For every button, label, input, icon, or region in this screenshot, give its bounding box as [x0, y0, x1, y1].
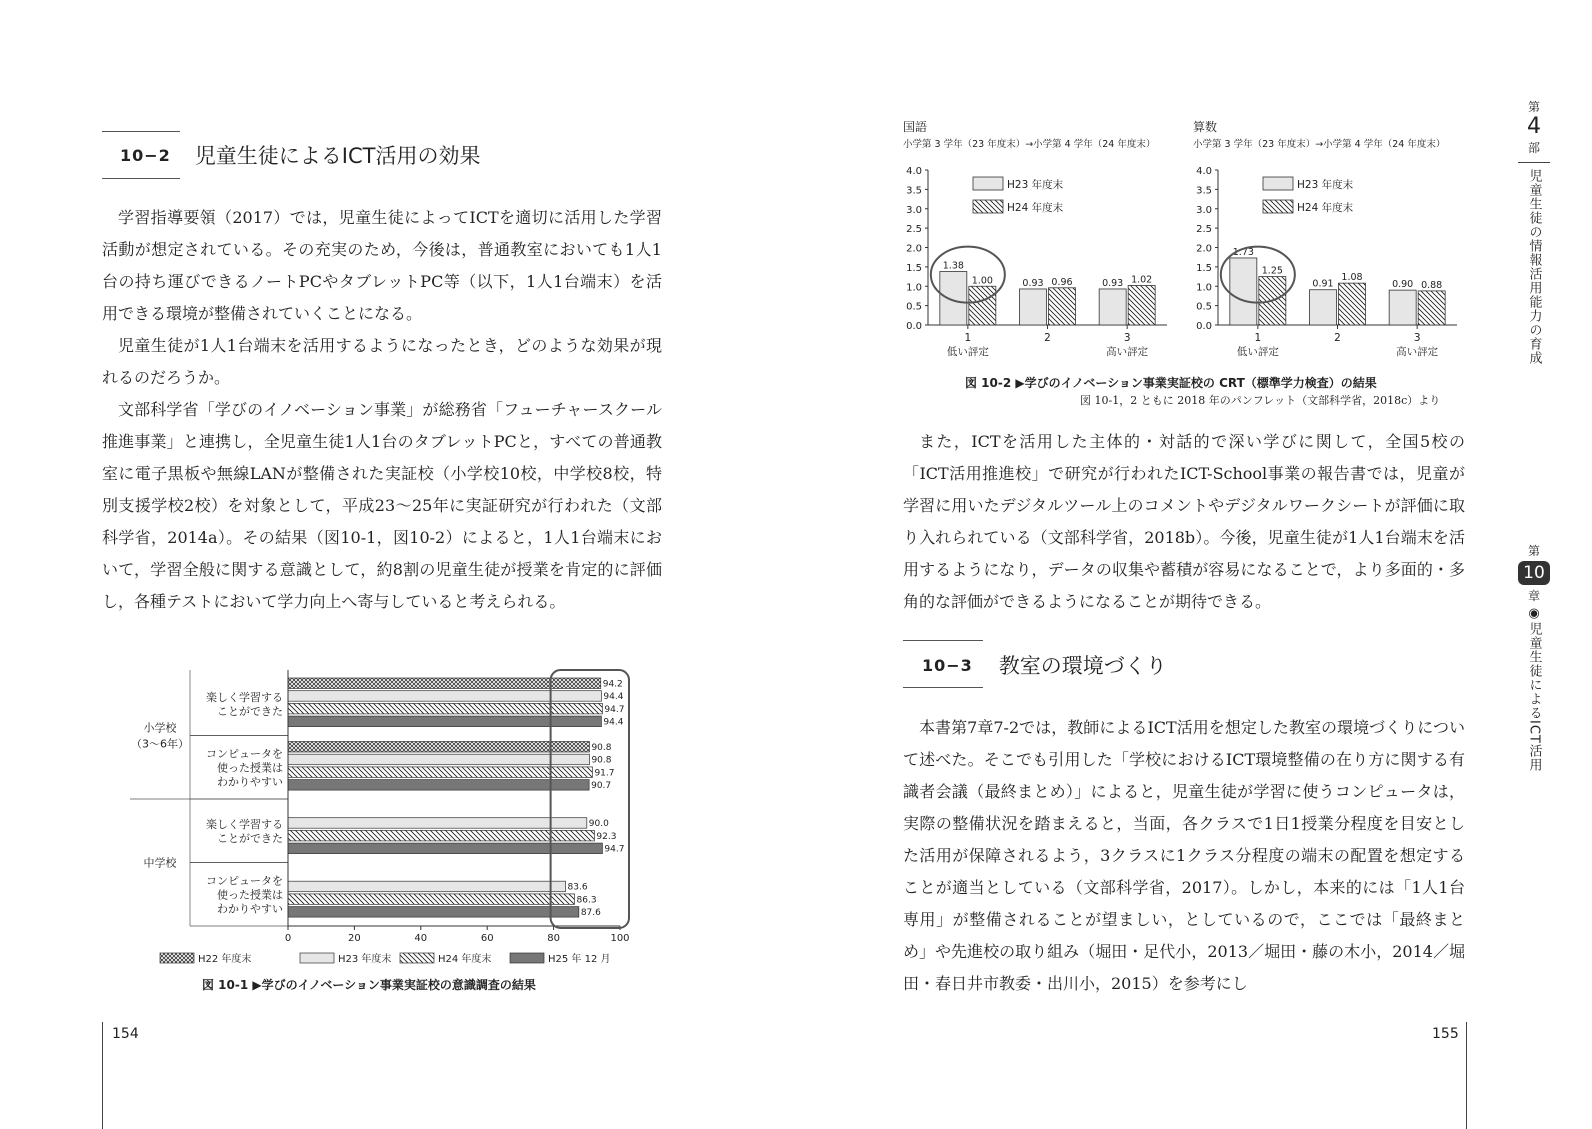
chapter-label-top: 第	[1527, 544, 1540, 558]
x-tick-label: 100	[610, 933, 630, 944]
legend-swatch	[300, 953, 334, 963]
bar	[1310, 290, 1337, 325]
paragraph: 児童生徒が1人1台端末を活用するようになったとき，どのような効果が現れるのだろうか。	[102, 336, 662, 387]
bar	[288, 881, 566, 892]
section-heading-10-2	[120, 140, 481, 170]
paragraph: 学習指導要領（2017）では，児童生徒によってICTを適切に活用した学習活動が想定されている。その充実のため，今後は，普通教室においても1人1台の持ち運びできるノートPCやタブレットPC等（以下，1人1台端末）を活用できる環境が整備されていくことになる。	[102, 208, 662, 323]
x-tick-label: 2	[1334, 332, 1341, 344]
chart-title: 算数	[1193, 120, 1218, 134]
legend-swatch	[1263, 200, 1293, 213]
section-number: 10−3	[922, 655, 973, 675]
x-tick-label: 0	[284, 933, 292, 944]
chapter-label-bottom: 章	[1527, 589, 1540, 603]
bar-value-label: 0.90	[1392, 279, 1414, 291]
bar	[288, 780, 589, 791]
y-tick-label: 3.0	[906, 204, 922, 216]
section-rule-top	[102, 131, 180, 132]
paragraph: 文部科学省「学びのイノベーション事業」が総務省「フューチャースクール推進事業」と連携し，全児童生徒1人1台のタブレットPCと，すべての普通教室に電子黒板や無線LANが整備された実証校（小学校10校，中学校8校，特別支援学校2校）を対象として，平成23～25年に実証研究が行われた（文部科学省，2014a）。その結果（図10-1，図10-2）によると，1人1台端末において，学習全般に関する意識として，約8割の児童生徒が授業を肯定的に評価し，各種テストにおいて学力向上へ寄与していると考えられる。	[102, 400, 662, 611]
x-tick-label: 高い評定	[1396, 346, 1439, 358]
page-rule-right	[1466, 1022, 1467, 1129]
legend-label: H24 年度末	[1297, 202, 1354, 214]
bar-value-label: 94.4	[603, 692, 624, 703]
y-tick-label: 3.5	[906, 185, 922, 197]
bar	[288, 703, 602, 714]
legend-label: H23 年度末	[1007, 179, 1064, 191]
bar-value-label: 0.93	[1102, 277, 1124, 289]
part-tab	[1518, 98, 1550, 365]
x-tick-label: 低い評定	[946, 346, 989, 358]
bar-value-label: 90.8	[591, 755, 612, 766]
bar	[288, 894, 575, 905]
section-number: 10−2	[120, 145, 171, 165]
bar-value-label: 91.7	[594, 768, 615, 779]
bar-value-label: 94.7	[604, 704, 625, 715]
section-rule-top	[903, 640, 983, 641]
bar-value-label: 0.96	[1051, 276, 1073, 288]
figure-source: 図 10-1，2 ともに 2018 年のパンフレット（文部科学省，2018c）より	[1080, 394, 1441, 407]
item-label: 楽しく学習する	[206, 690, 283, 704]
bar	[940, 272, 967, 325]
item-label: 楽しく学習する	[206, 817, 283, 831]
y-tick-label: 3.5	[1196, 185, 1212, 197]
bar	[1339, 283, 1366, 325]
item-label: コンピュータを	[206, 874, 283, 888]
chapter-tab	[1518, 542, 1550, 772]
legend-label: H23 年度末	[1297, 179, 1354, 191]
legend-label: H24 年度末	[1007, 202, 1064, 214]
y-tick-label: 2.5	[906, 224, 922, 236]
bar-value-label: 90.7	[591, 781, 612, 792]
bar	[288, 830, 594, 841]
legend-label: H24 年度末	[438, 954, 492, 965]
y-tick-label: 4.0	[906, 166, 922, 177]
bar	[1020, 289, 1047, 325]
legend-label: H22 年度末	[198, 954, 252, 965]
right-body-text-1	[903, 426, 1465, 618]
bar	[288, 678, 601, 689]
legend-swatch	[973, 200, 1003, 213]
legend-swatch	[1263, 177, 1293, 190]
page-number-right: 155	[1432, 1026, 1459, 1042]
bar	[1418, 291, 1445, 325]
chart-subtitle: 小学第 3 学年（23 年度末）→小学第 4 学年（24 年度末）	[1193, 139, 1446, 150]
legend-swatch	[973, 177, 1003, 190]
bar-value-label: 86.3	[576, 895, 597, 906]
legend-swatch	[510, 953, 544, 963]
item-label: 使った授業は	[217, 761, 283, 775]
figure-10-2-sansu-chart	[1185, 115, 1475, 370]
x-tick-label: 40	[414, 933, 428, 944]
item-label: 使った授業は	[217, 888, 283, 902]
bar	[288, 843, 602, 854]
y-tick-label: 2.0	[1196, 243, 1212, 255]
bar	[1389, 290, 1416, 325]
x-tick-label: 高い評定	[1106, 346, 1149, 358]
bar-value-label: 92.3	[596, 831, 617, 842]
figure-10-1-chart	[130, 660, 650, 970]
right-body-text-2	[903, 712, 1465, 1000]
bar	[288, 742, 589, 753]
item-label: ことができた	[217, 831, 283, 845]
y-tick-label: 0.0	[906, 321, 922, 332]
bar-value-label: 0.88	[1421, 279, 1443, 291]
bar	[1230, 258, 1257, 325]
bar-value-label: 83.6	[567, 882, 588, 893]
section-heading-10-3	[922, 650, 1167, 680]
y-tick-label: 0.5	[906, 301, 922, 313]
page-number-left: 154	[112, 1026, 139, 1042]
figure-10-2-caption: 図 10-2 ▶学びのイノベーション事業実証校の CRT（標準学力検査）の結果	[965, 376, 1377, 390]
bar-value-label: 1.08	[1341, 272, 1363, 284]
bar-value-label: 94.4	[603, 717, 624, 728]
y-tick-label: 3.0	[1196, 204, 1212, 216]
x-tick-label: 3	[1413, 332, 1421, 344]
item-label: ことができた	[217, 704, 283, 718]
y-tick-label: 1.0	[906, 282, 922, 294]
bar	[288, 767, 592, 778]
figure-10-2-kokugo-chart	[895, 115, 1185, 370]
x-tick-label: 1	[1254, 332, 1262, 344]
legend-swatch	[160, 953, 194, 963]
section-title: 教室の環境づくり	[998, 654, 1167, 678]
bar	[1049, 288, 1076, 325]
section-title: 児童生徒によるICT活用の効果	[194, 144, 481, 168]
bar-value-label: 1.25	[1261, 265, 1283, 277]
part-label-bottom: 部	[1527, 141, 1540, 155]
page-rule-left	[102, 1022, 103, 1129]
part-number: 4	[1527, 114, 1541, 139]
x-tick-label: 20	[348, 933, 361, 944]
group-label: 小学校	[143, 721, 177, 735]
chapter-title: ◉児童生徒によるICT活用	[1526, 606, 1542, 772]
x-tick-label: 80	[547, 933, 560, 944]
paragraph: また，ICTを活用した主体的・対話的で深い学びに関して，全国5校の「ICT活用推進校」で研究が行われたICT-School事業の報告書では，児童が学習に用いたデジタルツール上のコメントやデジタルワークシートが評価に取り入れられている（文部科学省，2018b）。今後，児童生徒が1人1台端末を活用するようになり，データの収集や蓄積が容易になることで，より多面的・多角的な評価ができるようになることが期待できる。	[903, 432, 1465, 611]
section-rule-bottom	[903, 687, 983, 688]
bar-value-label: 0.91	[1312, 278, 1334, 290]
legend-swatch	[400, 953, 434, 963]
x-tick-label: 低い評定	[1236, 346, 1279, 358]
y-tick-label: 1.0	[1196, 282, 1212, 294]
bar	[288, 754, 589, 765]
y-tick-label: 2.5	[1196, 224, 1212, 236]
x-tick-label: 60	[480, 933, 494, 944]
part-title: 児童生徒の情報活用能力の育成	[1526, 169, 1542, 365]
bar	[288, 716, 601, 727]
group-label: （3～6年）	[131, 737, 189, 751]
legend-label: H25 年 12 月	[548, 954, 611, 965]
bar-value-label: 1.00	[971, 275, 993, 287]
y-tick-label: 0.5	[1196, 301, 1212, 313]
bar-value-label: 87.6	[580, 908, 601, 919]
chart-title: 国語	[903, 120, 928, 134]
figure-10-1-caption: 図 10-1 ▶学びのイノベーション事業実証校の意識調査の結果	[202, 978, 536, 992]
legend-label: H23 年度末	[338, 954, 392, 965]
x-tick-label: 3	[1123, 332, 1131, 344]
bar-value-label: 90.0	[588, 819, 609, 830]
bar-value-label: 0.93	[1022, 277, 1044, 289]
part-tab-rule	[1518, 162, 1550, 163]
y-tick-label: 1.5	[1196, 262, 1212, 274]
bar-value-label: 90.8	[591, 743, 612, 753]
item-label: わかりやすい	[217, 902, 283, 916]
x-tick-label: 1	[964, 332, 972, 344]
item-label: コンピュータを	[206, 747, 283, 761]
chart-subtitle: 小学第 3 学年（23 年度末）→小学第 4 学年（24 年度末）	[903, 139, 1156, 150]
bar-value-label: 1.73	[1232, 246, 1254, 258]
bar	[288, 818, 587, 829]
bar-value-label: 94.7	[604, 844, 625, 855]
x-tick-label: 2	[1044, 332, 1051, 344]
y-tick-label: 4.0	[1196, 166, 1212, 177]
group-label: 中学校	[143, 856, 177, 870]
bar	[288, 907, 579, 918]
bar	[1128, 285, 1155, 325]
bar-value-label: 1.02	[1131, 274, 1153, 286]
y-tick-label: 2.0	[906, 243, 922, 255]
part-label-top: 第	[1527, 100, 1540, 114]
y-tick-label: 0.0	[1196, 321, 1212, 332]
bar	[969, 286, 996, 325]
bar-value-label: 1.38	[942, 260, 964, 272]
bar	[1099, 289, 1126, 325]
section-rule-bottom	[102, 178, 180, 179]
left-body-text	[102, 202, 662, 618]
bar	[288, 691, 601, 702]
item-label: わかりやすい	[217, 775, 283, 789]
chapter-number: 10	[1518, 561, 1550, 585]
y-tick-label: 1.5	[906, 262, 922, 274]
paragraph: 本書第7章7-2では，教師によるICT活用を想定した教室の環境づくりについて述べた。そこでも引用した「学校におけるICT環境整備の在り方に関する有識者会議（最終まとめ）」によると，児童生徒が学習に使うコンピュータは，実際の整備状況を踏まえると，当面，各クラスで1日1授業分程度を目安とした活用が保障されるよう，3クラスに1クラス分程度の端末の配置を想定することが適当としている（文部科学省，2017）。しかし，本来的には「1人1台専用」が整備されることが望ましい，としているので，ここでは「最終まとめ」や先進校の取り組み（堀田・足代小，2013／堀田・藤の木小，2014／堀田・春日井市教委・出川小，2015）を参考にし	[903, 718, 1465, 993]
bar-value-label: 94.2	[602, 679, 623, 690]
